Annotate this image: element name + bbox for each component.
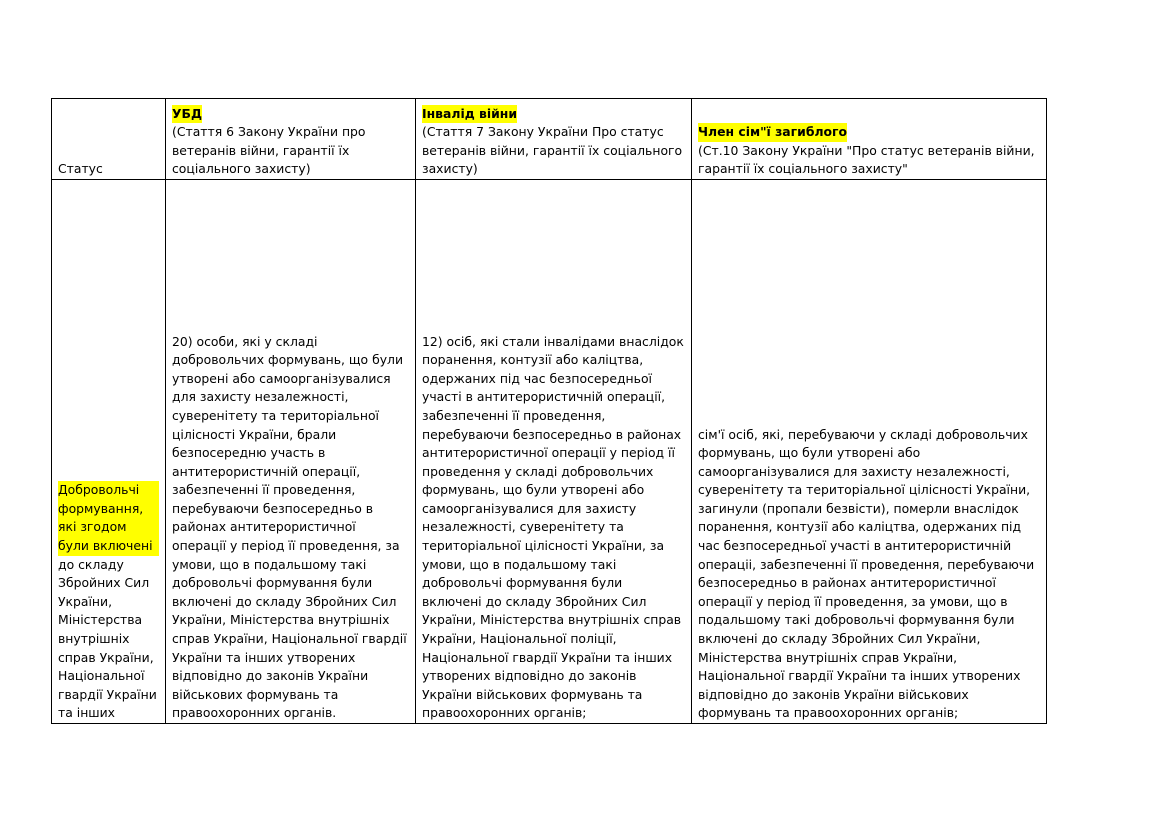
header-cell-ubd	[166, 99, 416, 180]
ubd-column-title: УБД	[172, 105, 202, 124]
invalid-cell	[416, 180, 692, 724]
table-row	[52, 180, 1047, 724]
family-column-subtitle: (Ст.10 Закону України "Про статус ветеранів війни, гарантії їх соціального захисту"	[698, 142, 1035, 177]
invalid-column-title: Інвалід війни	[422, 105, 517, 124]
header-cell-invalid	[416, 99, 692, 180]
family-cell	[692, 180, 1047, 724]
invalid-text: 12) осіб, які стали інвалідами внаслідок поранення, контузії або каліцтва, одержаних під час безпосередньої участі в антитерористичній операції, забезпеченні її проведення, перебуваючи безпосередньо в районах антитерористичної операції у період її проведення у складі добровольчих формувань, що були утворені або самоорганізувалися для захисту незалежності, суверенітету та територіальної цілісності України, за умови, що в подальшому такі добровольчі формування були включені до складу Збройних Сил України, Міністерства внутрішніх справ України, Національної поліції, Національної гвардії України та інших утворених відповідно до законів України військових формувань та правоохоронних органів;	[422, 333, 684, 721]
family-column-title: Член сім"ї загиблого	[698, 123, 847, 142]
benefits-status-table	[51, 98, 1047, 724]
header-cell-family	[692, 99, 1047, 180]
status-highlighted-text: Добровольчі формування, які згодом були включені	[58, 481, 159, 555]
invalid-column-subtitle: (Стаття 7 Закону України Про статус ветеранів війни, гарантії їх соціального захисту)	[422, 124, 683, 177]
family-text: сім'ї осіб, які, перебуваючи у складі добровольчих формувань, що були утворені або самоорганізувалися для захисту незалежності, суверенітету та територіальної цілісності України, загинули (пропали безвісти), померли внаслідок поранення, контузії або каліцтва, одержаних під час безпосередньої участі в антитерористичній операціі, забезпеченні її проведення, перебуваючи безпосередньо в районах антитерористичної операції у період її проведення, за умови, що в подальшому такі добровольчі формування були включені до складу Збройних Сил України, Міністерства внутрішніх справ України, Національної гвардії України та інших утворених відповідно до законів України військових формувань та правоохоронних органів;	[698, 426, 1035, 721]
ubd-text: 20) особи, які у складі добровольчих формувань, що були утворені або самоорганізувалися для захисту незалежності, суверенітету та територіальної цілісності України, брали безпосередню участь в антитерористичній операції, забезпеченні її проведення, перебуваючи безпосередньо в районах антитерористичної операції у період її проведення, за умови, що в подальшому такі добровольчі формування були включені до складу Збройних Сил України, Міністерства внутрішніх справ України, Національної гвардії України та інших утворених відповідно до законів України військових формувань та правоохоронних органів.	[172, 333, 407, 721]
status-column-label: Статус	[58, 161, 103, 177]
header-cell-status	[52, 99, 166, 180]
status-text: до складу Збройних Сил України, Міністерства внутрішніх справ України, Національної гвардії України та інших	[58, 556, 157, 721]
table-header-row	[52, 99, 1047, 180]
ubd-cell	[166, 180, 416, 724]
ubd-column-subtitle: (Стаття 6 Закону України про ветеранів війни, гарантії їх соціального захисту)	[172, 124, 366, 177]
status-cell	[52, 180, 166, 724]
